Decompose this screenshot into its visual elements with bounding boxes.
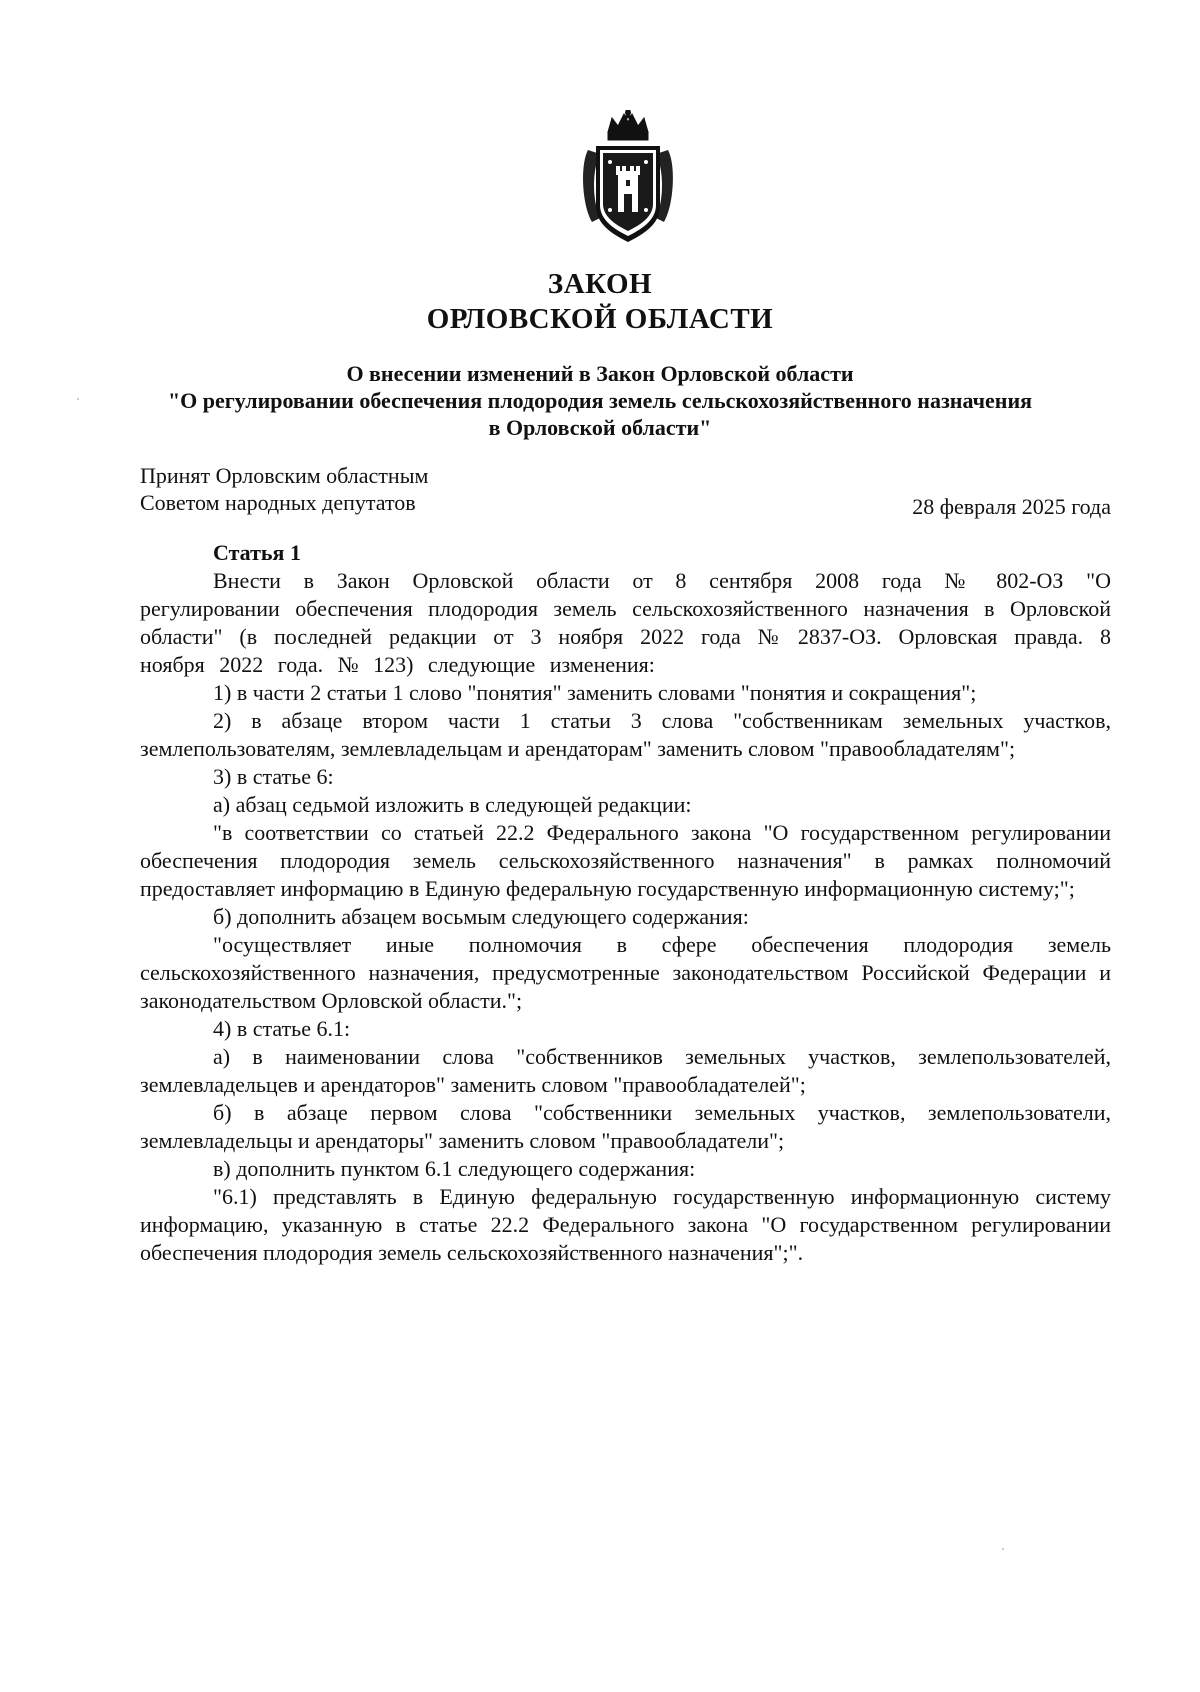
subject-line: "О регулировании обеспечения плодородия земель сельскохозяйственного назначения [167,388,1033,413]
coat-of-arms-icon [578,110,678,250]
paragraph: "осуществляет иные полномочия в сфере обеспечения плодородия земель сельскохозяйственного назначения, предусмотренные законодательством Российской Федерации и законодательством Орловской области."; [140,932,1111,1013]
article-heading: Статья 1 [213,540,301,565]
adoption-date: 28 февраля 2025 года [912,494,1111,519]
paragraph: а) абзац седьмой изложить в следующей редакции: [213,792,692,817]
scan-speck [77,398,79,400]
law-subject [0,360,1200,441]
paragraph: 1) в части 2 статьи 1 слово "понятия" заменить словами "понятия и сокращения"; [213,680,977,705]
paragraph: "6.1) представлять в Единую федеральную государственную информационную систему информацию, указанную в статье 22.2 Федерального закона "О государственном регулировании обеспечения плодородия земель сельскохозяйственного назначения";". [140,1184,1111,1265]
paragraph: а) в наименовании слова "собственников земельных участков, землепользователей, землевладельцев и арендаторов" заменить словом "правообладателей"; [140,1044,1111,1097]
paragraph: Внести в Закон Орловской области от 8 сентября 2008 года № 802-ОЗ "О регулировании обеспечения плодородия земель сельскохозяйственного назначения в Орловской области" (в последней редакции от 3 ноября 2022 года № 2837-ОЗ. Орловская правда. 8 ноября 2022 года. № 123) следующие изменения: [140,568,1111,677]
adoption-line: Советом народных депутатов [140,490,416,515]
paragraph: 4) в статье 6.1: [213,1016,351,1041]
law-title: ЗАКОН [547,268,653,300]
subject-line: в Орловской области" [488,415,712,440]
adoption-line: Принят Орловским областным [140,463,429,488]
paragraph: "в соответствии со статьей 22.2 Федерального закона "О государственном регулировании обеспечения плодородия земель сельскохозяйственного назначения" в рамках полномочий предоставляет информацию в Единую федеральную государственную информационную систему;"; [140,820,1111,901]
subject-line: О внесении изменений в Закон Орловской области [346,361,854,386]
paragraph: б) в абзаце первом слова "собственники земельных участков, землепользователи, землевладельцы и арендаторы" заменить словом "правообладатели"; [140,1100,1111,1153]
scan-speck [1002,1548,1004,1550]
paragraph: б) дополнить абзацем восьмым следующего содержания: [213,904,749,929]
article-body [140,567,1111,1267]
paragraph: в) дополнить пунктом 6.1 следующего содержания: [213,1156,696,1181]
paragraph: 2) в абзаце втором части 1 статьи 3 слова "собственникам земельных участков, землепользователям, землевладельцам и арендаторам" заменить словом "правообладателям"; [140,708,1111,761]
law-region: ОРЛОВСКОЙ ОБЛАСТИ [426,303,774,335]
adoption-note [140,462,428,516]
paragraph: 3) в статье 6: [213,764,334,789]
